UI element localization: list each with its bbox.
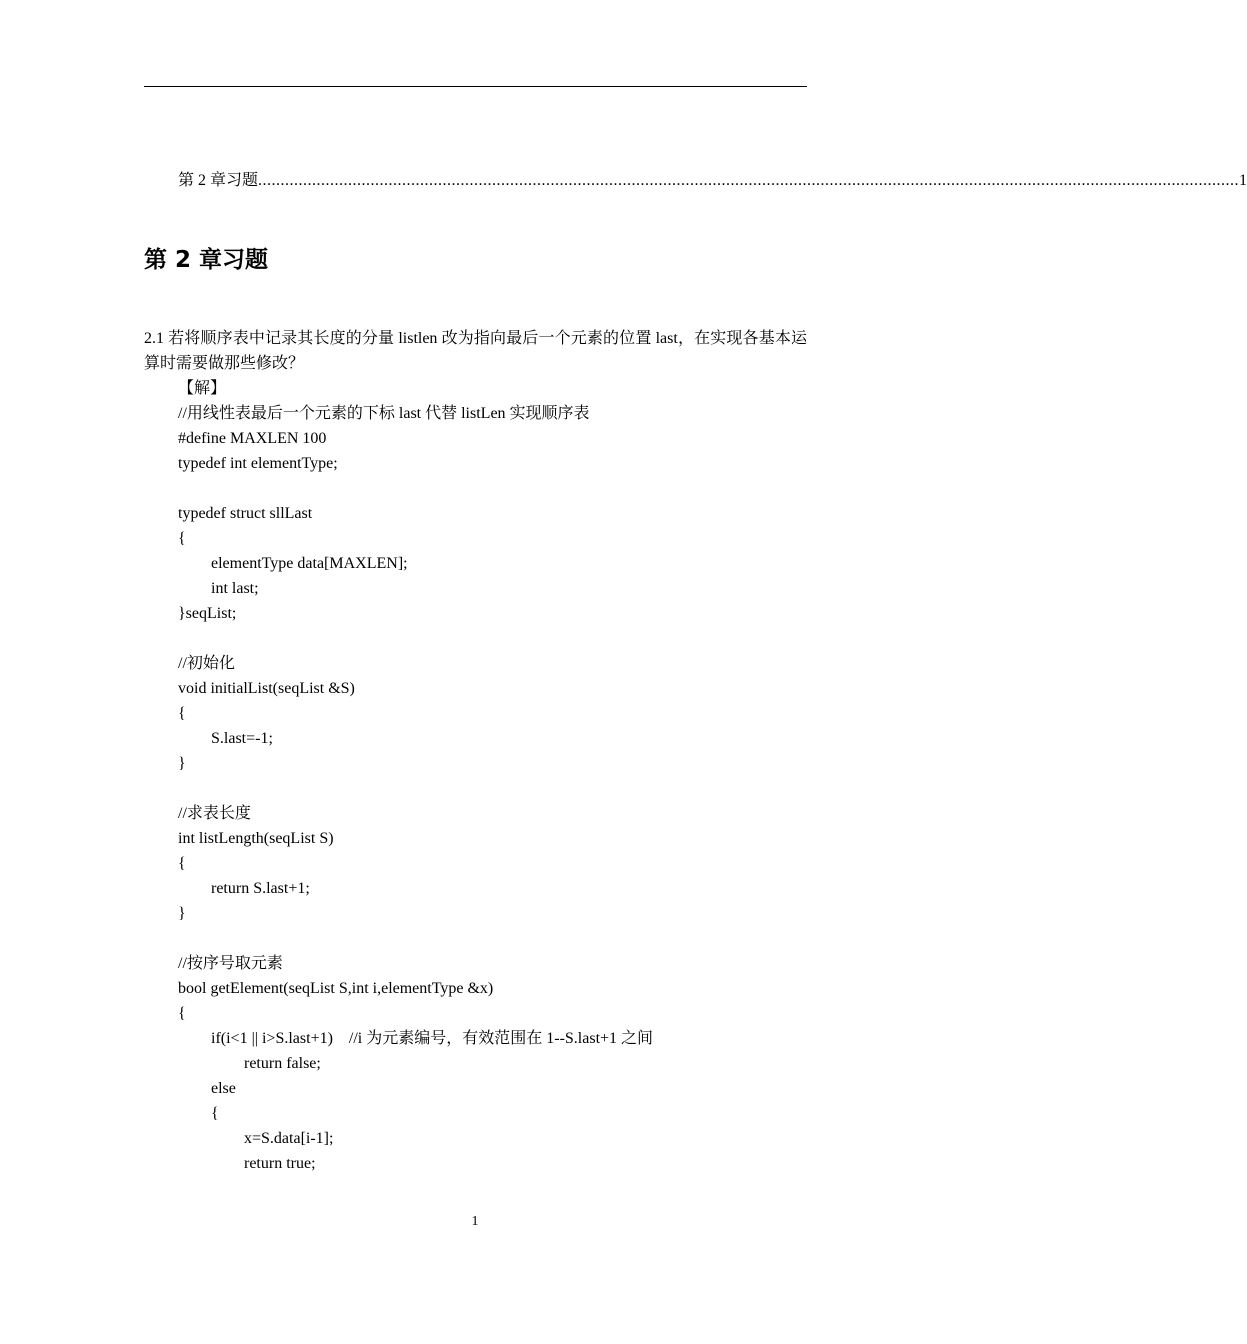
- chapter-heading: 第 2 章习题: [144, 247, 269, 273]
- toc-entry-title: 第 2 章习题: [178, 172, 259, 189]
- answer-block: [144, 376, 807, 1176]
- toc-entry[interactable]: [178, 167, 1247, 189]
- code-line: {: [178, 855, 186, 872]
- code-line: {: [178, 705, 186, 722]
- code-line: //按序号取元素: [178, 955, 283, 972]
- code-line: }seqList;: [178, 605, 237, 622]
- code-line: [144, 626, 807, 651]
- code-line: int listLength(seqList S): [178, 830, 334, 847]
- code-line: //求表长度: [178, 805, 251, 822]
- code-line: return true;: [244, 1155, 316, 1172]
- code-line: {: [178, 530, 186, 547]
- code-line: {: [211, 1105, 219, 1122]
- code-line: //初始化: [178, 655, 235, 672]
- code-line: x=S.data[i-1];: [244, 1130, 334, 1147]
- code-line: else: [211, 1080, 236, 1097]
- header-rule: [144, 86, 807, 87]
- code-line: if(i<1 || i>S.last+1) //i 为元素编号，有效范围在 1--S.last+1 之间: [211, 1030, 654, 1047]
- code-line: elementType data[MAXLEN];: [211, 555, 408, 572]
- code-line: bool getElement(seqList S,int i,elementType &x): [178, 980, 494, 997]
- code-line: S.last=-1;: [211, 730, 273, 747]
- code-line: typedef int elementType;: [178, 455, 338, 472]
- code-line: int last;: [211, 580, 259, 597]
- code-line: //用线性表最后一个元素的下标 last 代替 listLen 实现顺序表: [178, 405, 590, 422]
- answer-label: 【解】: [178, 380, 227, 397]
- code-line: }: [178, 755, 186, 772]
- code-line: void initialList(seqList &S): [178, 680, 355, 697]
- toc-dot-leader: ..........................................................................................................................................................................................................................: [258, 172, 1240, 189]
- code-line: [144, 926, 807, 951]
- code-line: {: [178, 1005, 186, 1022]
- question-text: 2.1 若将顺序表中记录其长度的分量 listlen 改为指向最后一个元素的位置 last，在实现各基本运算时需要做那些修改？: [144, 330, 807, 372]
- code-line: #define MAXLEN 100: [178, 430, 327, 447]
- code-line: [144, 476, 807, 501]
- toc-page-number: 1: [1239, 172, 1247, 189]
- code-line: return S.last+1;: [211, 880, 310, 897]
- page-number: 1: [471, 1214, 479, 1229]
- code-line: typedef struct sllLast: [178, 505, 313, 522]
- code-line: [144, 776, 807, 801]
- code-line: }: [178, 905, 186, 922]
- code-line: return false;: [244, 1055, 321, 1072]
